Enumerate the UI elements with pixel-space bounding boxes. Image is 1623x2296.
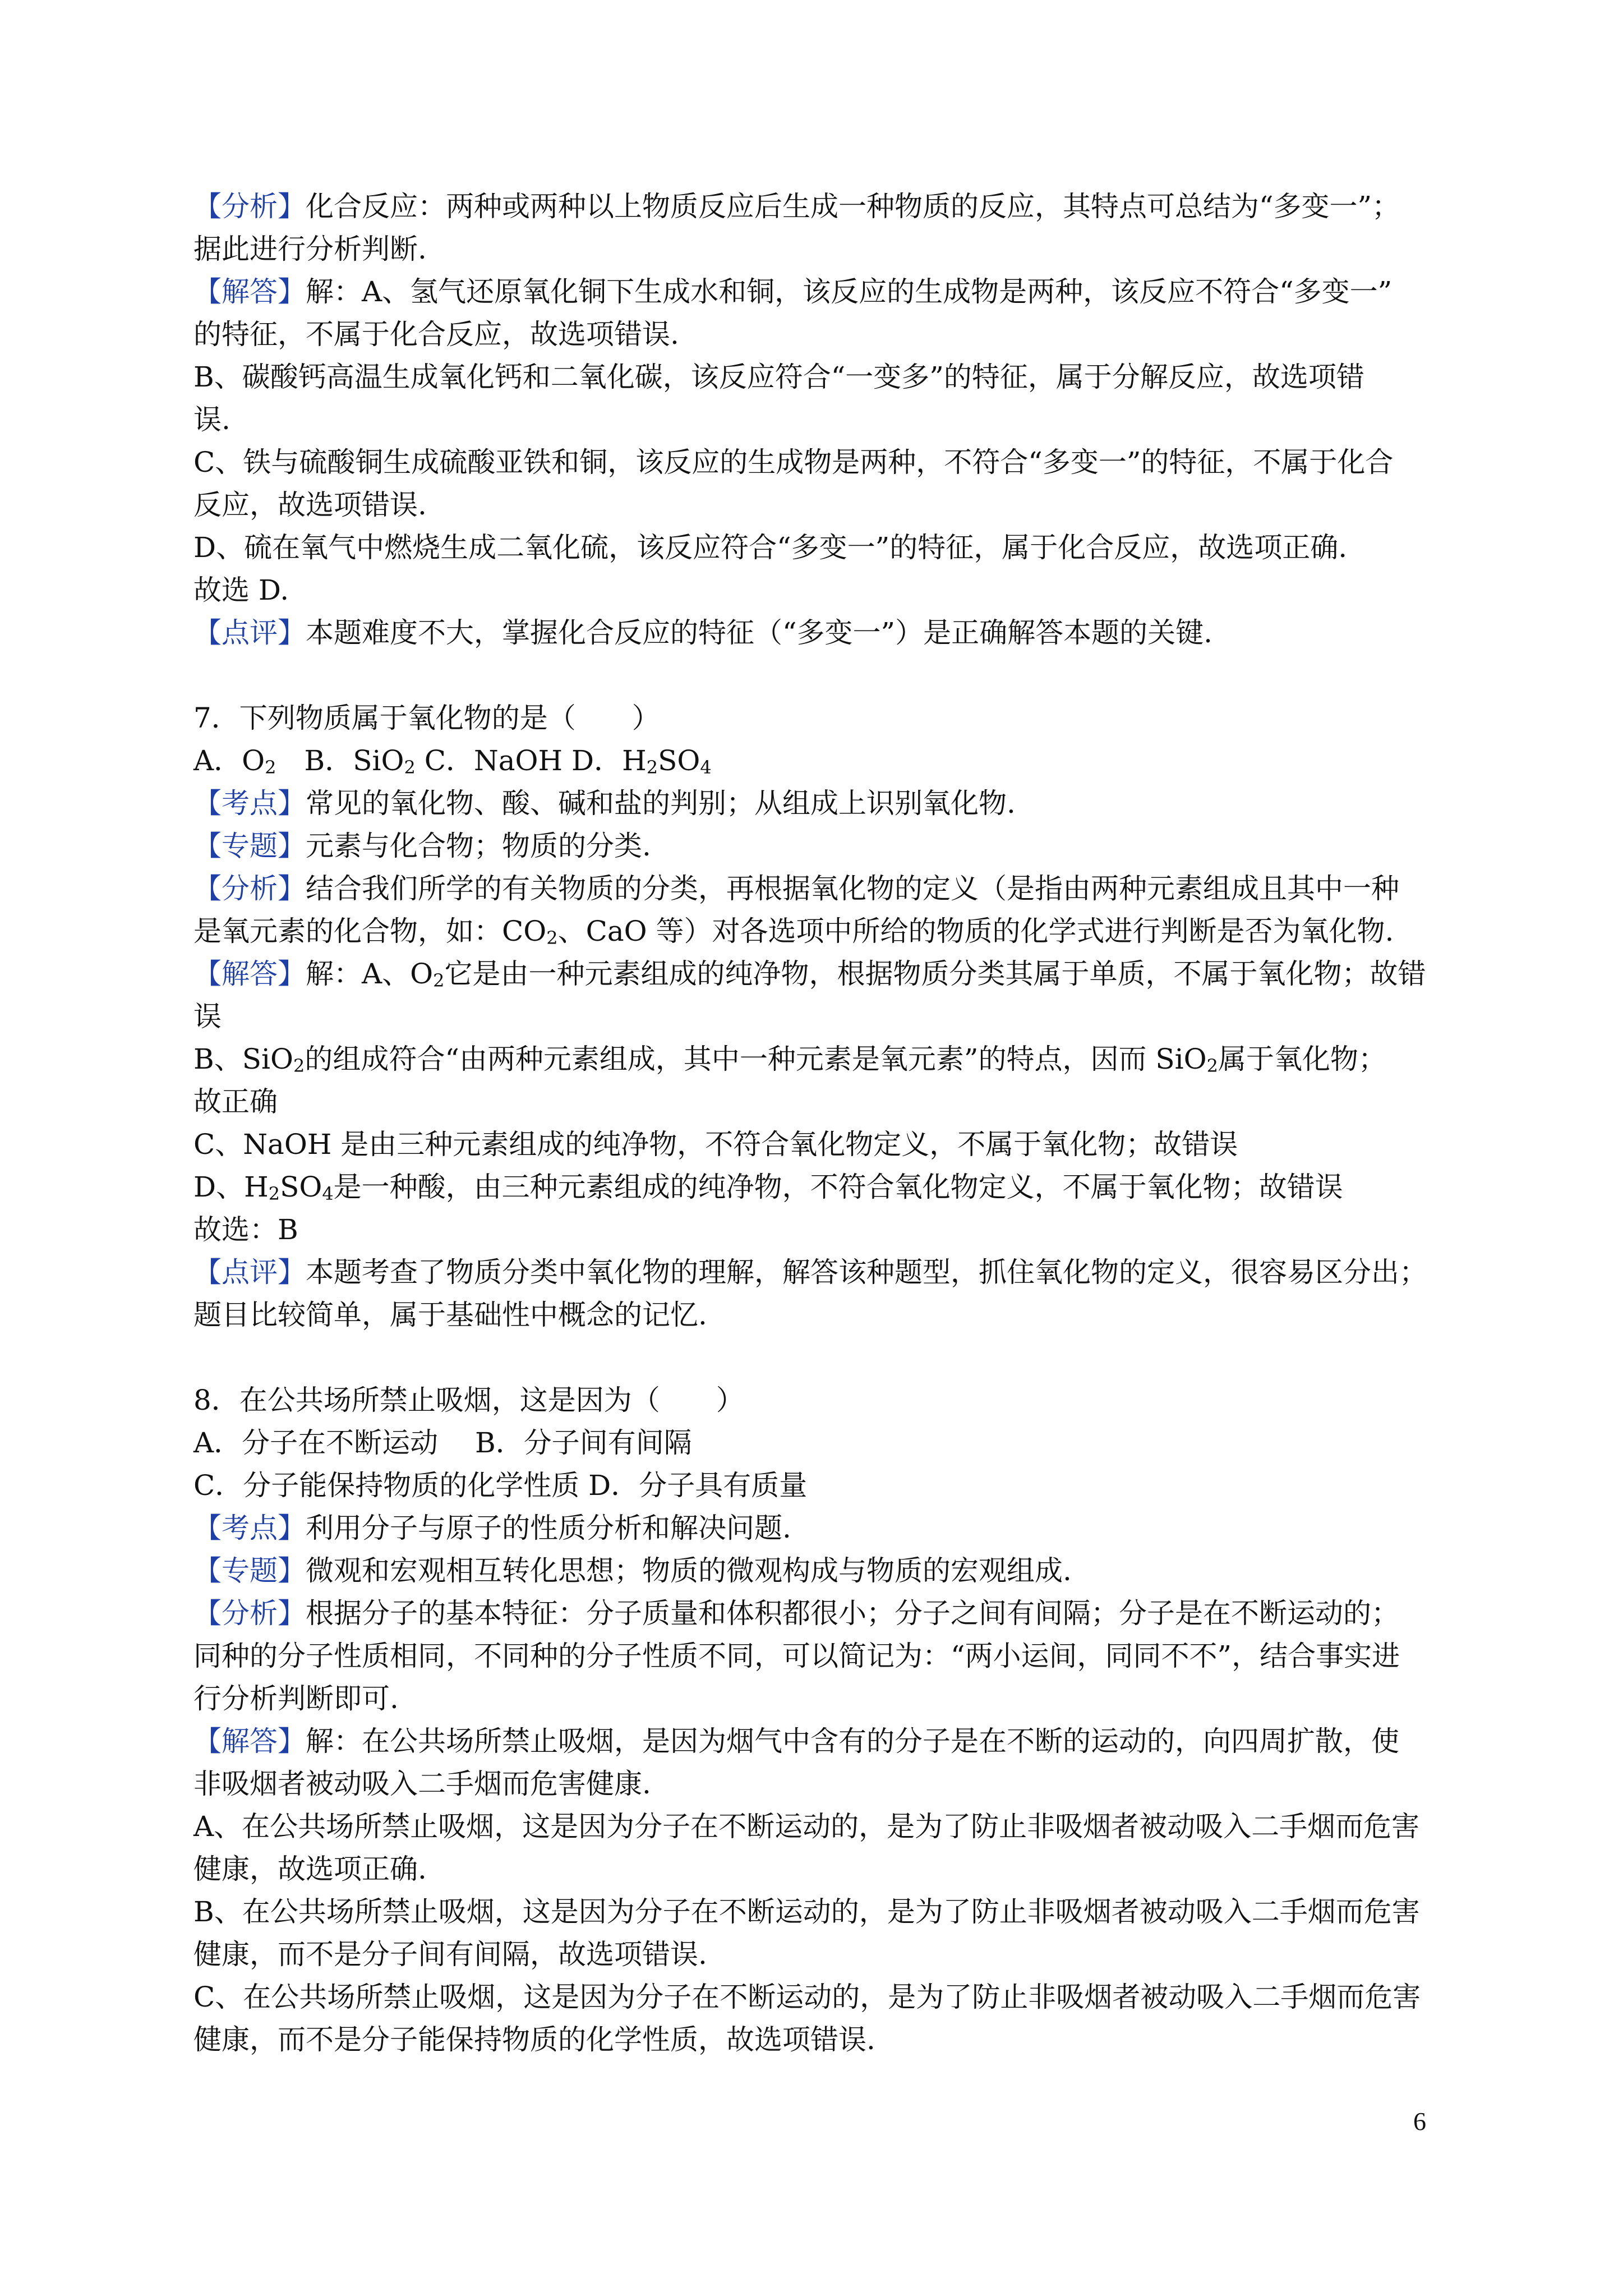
q6-answer-b-line-2: 误.	[193, 403, 230, 436]
q7-answer-c-line-1: C、NaOH 是由三种元素组成的纯净物，不符合氧化物定义，不属于氧化物；故错误	[193, 1128, 1238, 1161]
q8-analysis-line-3: 行分析判断即可.	[193, 1682, 399, 1715]
q7-answer-b-line-1: B、SiO$_2$的组成符合“由两种元素组成，其中一种元素是氧元素”的特点，因而 SiO$_2$属于氧化物；	[193, 1043, 1386, 1076]
q8-stem: 8．在公共场所禁止吸烟，这是因为（ ）	[193, 1384, 744, 1416]
q6-answer-b-line-1: B、碳酸钙高温生成氧化钙和二氧化碳，该反应符合“一变多”的特征，属于分解反应，故选项错	[193, 361, 1364, 393]
q7-stem: 7．下列物质属于氧化物的是（ ）	[193, 702, 660, 734]
q8-answer-b-line-1: B、在公共场所禁止吸烟，这是因为分子在不断运动的，是为了防止非吸烟者被动吸入二手烟而危害	[193, 1895, 1420, 1928]
q8-answer-a-line-1: A、在公共场所禁止吸烟，这是因为分子在不断运动的，是为了防止非吸烟者被动吸入二手烟而危害	[193, 1810, 1420, 1843]
answer-tag: 【解答】	[193, 958, 306, 990]
q8-analysis-line-1: 【分析】根据分子的基本特征：分子质量和体积都很小；分子之间有间隔；分子是在不断运动的；	[193, 1597, 1399, 1630]
topic-tag: 【专题】	[193, 1554, 306, 1587]
q8-answer-a-line-2: 健康，故选项正确.	[193, 1853, 427, 1885]
q7-answer-choice: 故选：B	[193, 1213, 298, 1246]
q7-topic: 【专题】元素与化合物；物质的分类.	[193, 830, 651, 862]
analysis-tag: 【分析】	[193, 872, 306, 905]
q7-answer-line-2: 误	[193, 1000, 222, 1033]
q7-answer-line-1: 【解答】解：A、$O_2$它是由一种元素组成的纯净物，根据物质分类其属于单质，不属于氧化物；故错	[193, 958, 1426, 991]
q6-answer-line-2: 的特征，不属于化合反应，故选项错误.	[193, 318, 679, 351]
q6-comment-line-1: 【点评】本题难度不大，掌握化合反应的特征（“多变一”）是正确解答本题的关键.	[193, 616, 1213, 649]
q8-answer-c-line-2: 健康，而不是分子能保持物质的化学性质，故选项错误.	[193, 2023, 875, 2056]
q6-answer-d-line-1: D、硫在氧气中燃烧生成二氧化硫，该反应符合“多变一”的特征，属于化合反应，故选项正确.	[193, 531, 1348, 564]
q8-answer-line-2: 非吸烟者被动吸入二手烟而危害健康.	[193, 1768, 651, 1800]
q8-options-line-1: A．分子在不断运动 B．分子间有间隔	[193, 1427, 692, 1459]
key-point-tag: 【考点】	[193, 787, 306, 820]
q7-analysis-line-1: 【分析】结合我们所学的有关物质的分类，再根据氧化物的定义（是指由两种元素组成且其中一种	[193, 872, 1399, 905]
q7-answer-b-line-2: 故正确	[193, 1085, 278, 1118]
q6-answer-c-line-2: 反应，故选项错误.	[193, 489, 427, 521]
comment-tag: 【点评】	[193, 616, 306, 649]
document-page	[193, 185, 1444, 2061]
page-number: 6	[1413, 2107, 1426, 2136]
q8-key-point: 【考点】利用分子与原子的性质分析和解决问题.	[193, 1512, 791, 1544]
q7-key-point: 【考点】常见的氧化物、酸、碱和盐的判别；从组成上识别氧化物.	[193, 787, 1016, 820]
topic-tag: 【专题】	[193, 830, 306, 862]
q7-answer-d-line-1: D、$H_2SO_4$是一种酸，由三种元素组成的纯净物，不符合氧化物定义，不属于氧化物；故错误	[193, 1171, 1343, 1204]
q6-answer-line-1: 【解答】解：A、氢气还原氧化铜下生成水和铜，该反应的生成物是两种，该反应不符合“多变一”	[193, 275, 1393, 308]
q6-answer-c-line-1: C、铁与硫酸铜生成硫酸亚铁和铜，该反应的生成物是两种，不符合“多变一”的特征，不属于化合	[193, 446, 1394, 478]
q6-analysis-line-1: 【分析】化合反应：两种或两种以上物质反应后生成一种物质的反应，其特点可总结为“多变一”；	[193, 190, 1400, 223]
q7-comment-line-2: 题目比较简单，属于基础性中概念的记忆.	[193, 1299, 707, 1331]
q8-options-line-2: C．分子能保持物质的化学性质 D．分子具有质量	[193, 1469, 808, 1502]
q7-analysis-line-2: 是氧元素的化合物，如：$CO_2$、CaO 等）对各选项中所给的物质的化学式进行判断是否为氧化物.	[193, 915, 1394, 949]
analysis-tag: 【分析】	[193, 190, 306, 223]
q8-answer-b-line-2: 健康，而不是分子间有间隔，故选项错误.	[193, 1938, 707, 1971]
spacer	[193, 654, 1444, 697]
comment-tag: 【点评】	[193, 1256, 306, 1289]
q7-comment-line-1: 【点评】本题考查了物质分类中氧化物的理解，解答该种题型，抓住氧化物的定义，很容易区分出；	[193, 1256, 1427, 1289]
q7-options: A．$O_2$ B．SiO$_2$ C．NaOH D．$H_2SO_4$	[193, 744, 712, 778]
answer-tag: 【解答】	[193, 1725, 306, 1757]
q6-analysis-line-2: 据此进行分析判断.	[193, 233, 427, 265]
q8-answer-line-1: 【解答】解：在公共场所禁止吸烟，是因为烟气中含有的分子是在不断的运动的，向四周扩散，使	[193, 1725, 1399, 1757]
q8-topic: 【专题】微观和宏观相互转化思想；物质的微观构成与物质的宏观组成.	[193, 1554, 1072, 1587]
analysis-tag: 【分析】	[193, 1597, 306, 1630]
q6-answer-choice: 故选 D.	[193, 574, 289, 606]
q8-answer-c-line-1: C、在公共场所禁止吸烟，这是因为分子在不断运动的，是为了防止非吸烟者被动吸入二手烟而危害	[193, 1981, 1421, 2013]
key-point-tag: 【考点】	[193, 1512, 306, 1544]
q8-analysis-line-2: 同种的分子性质相同，不同种的分子性质不同，可以简记为：“两小运间，同同不不”，结合事实进	[193, 1640, 1400, 1672]
answer-tag: 【解答】	[193, 275, 306, 308]
spacer	[193, 1336, 1444, 1379]
